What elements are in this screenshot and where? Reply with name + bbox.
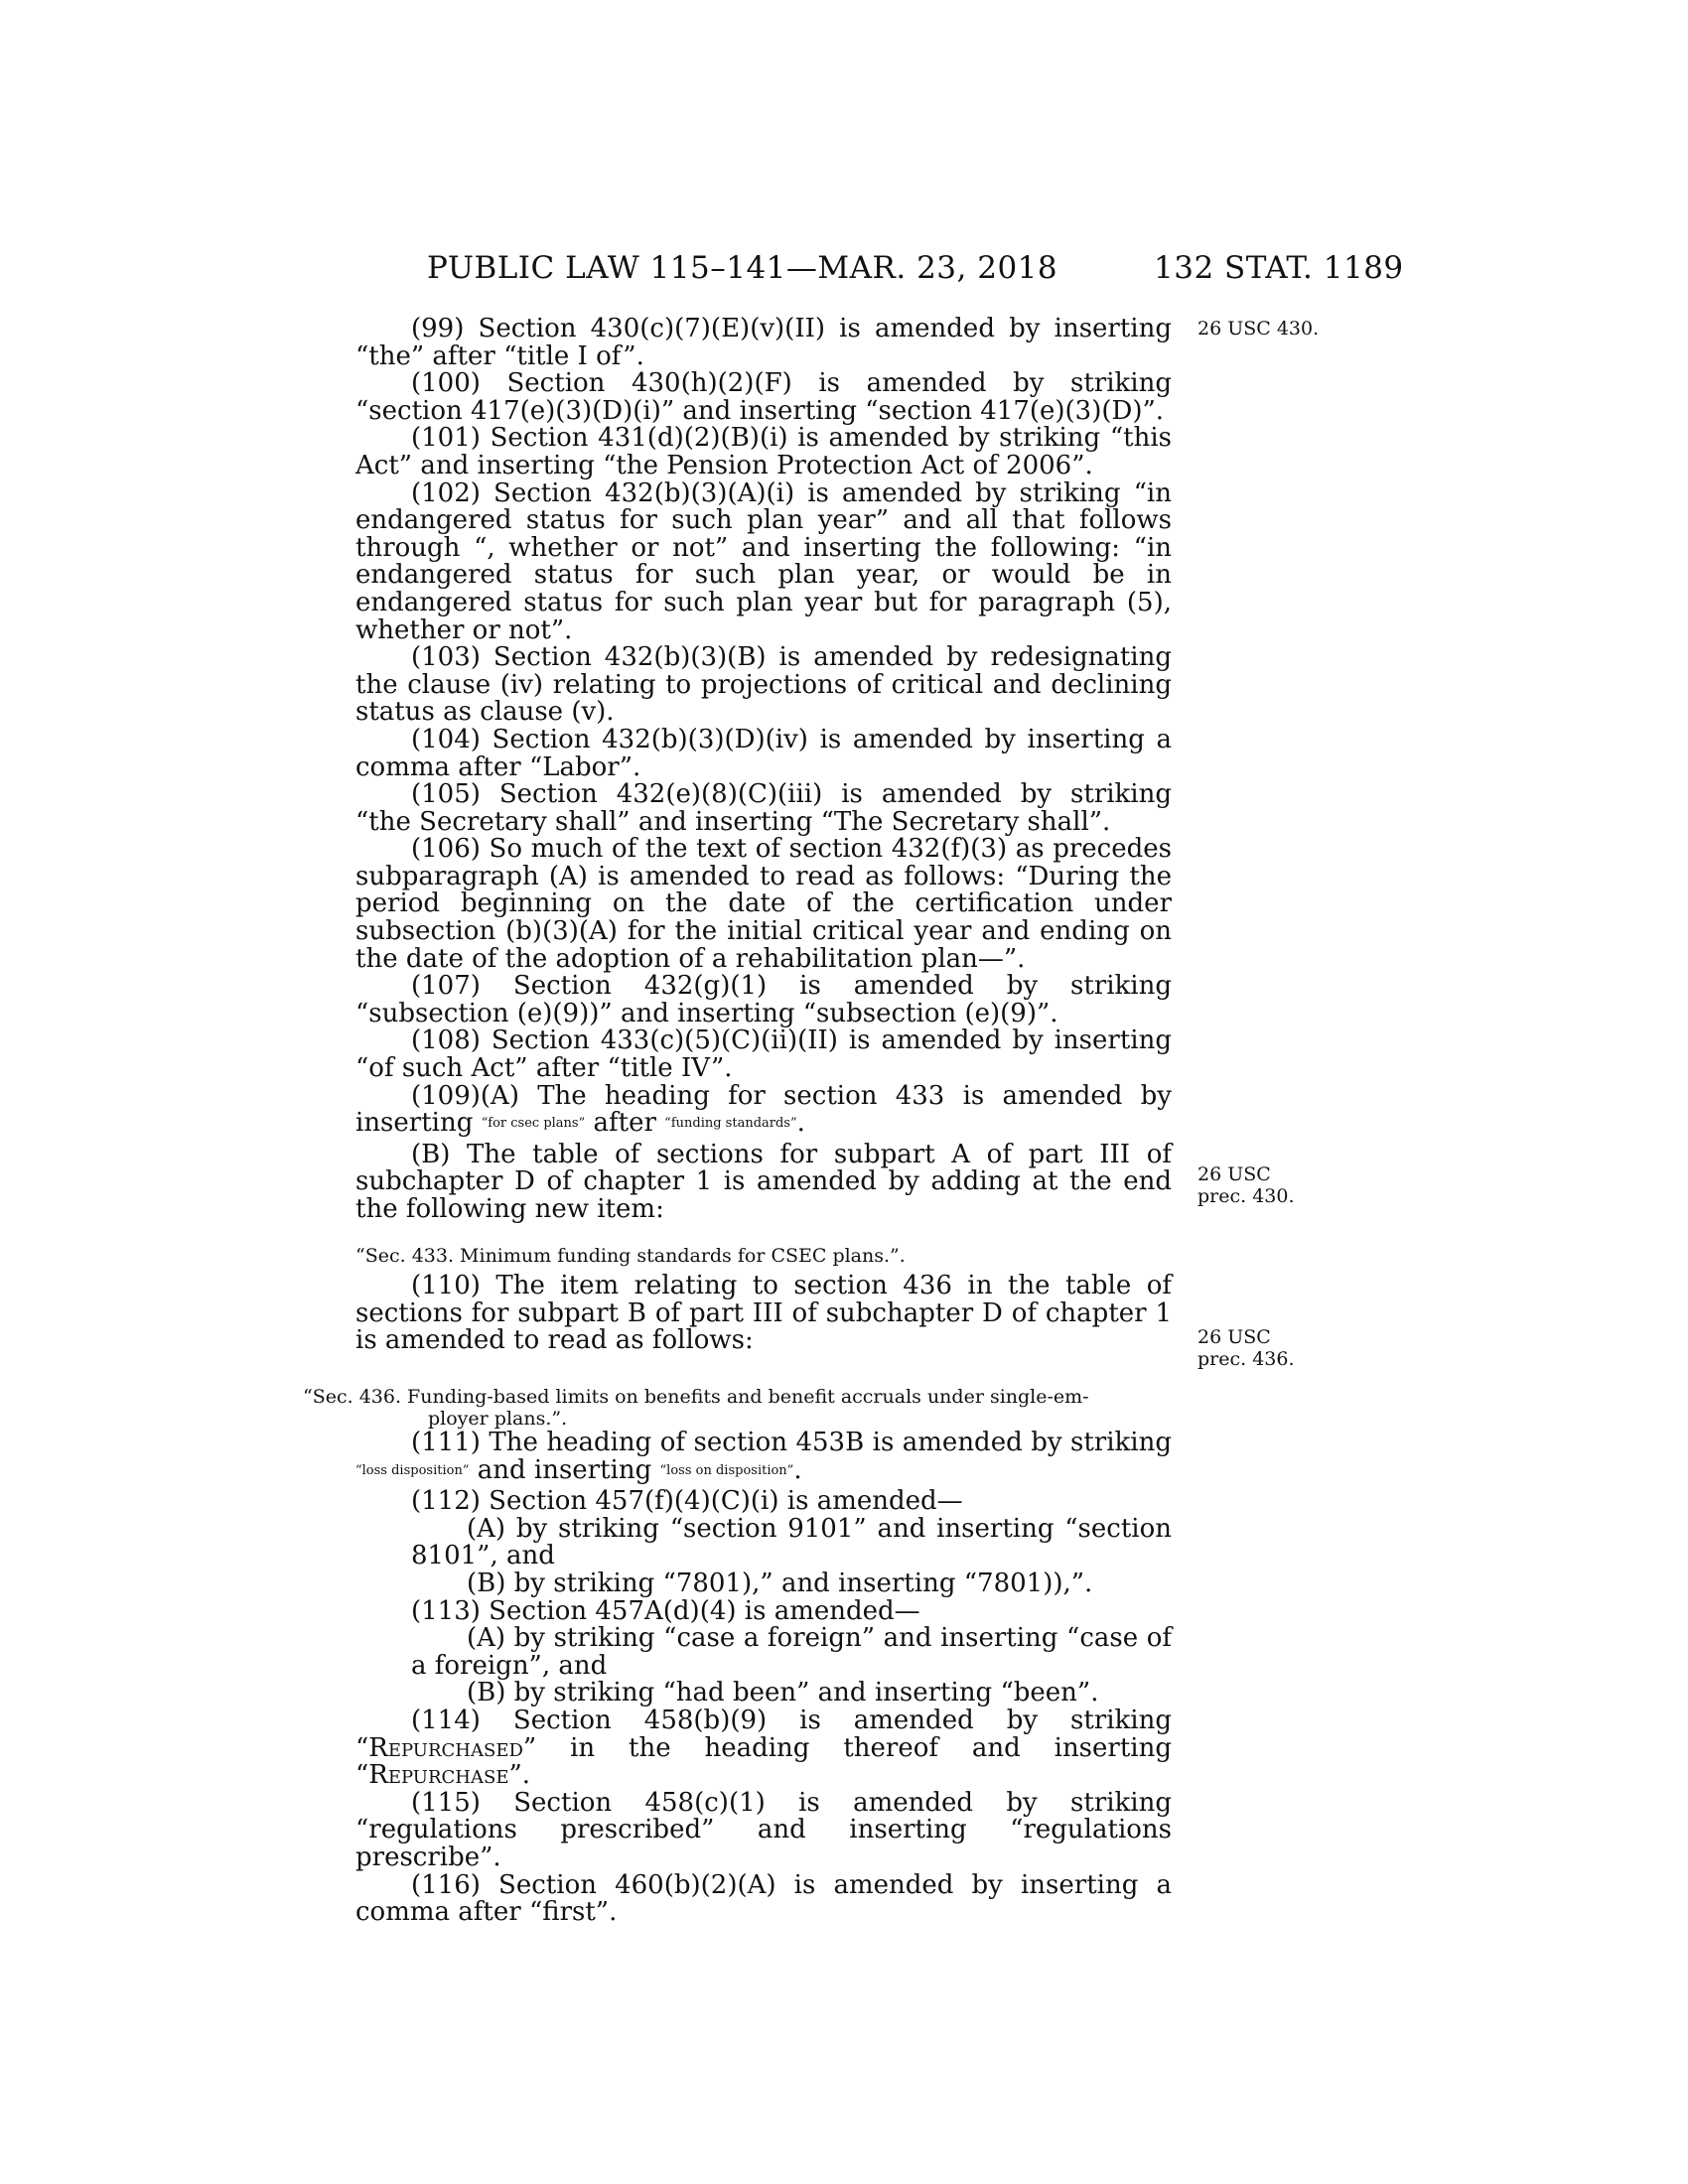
- paragraph-108: (108) Section 433(c)(5)(C)(ii)(II) is amended by inserting “of such Act” after “title IV”.: [355, 1025, 1172, 1084]
- body-block-bottom: [355, 1430, 1172, 1927]
- paragraph-112b: (B) by striking “7801),” and inserting “7801)),”.: [467, 1568, 1093, 1598]
- margin-note-prec436-l1: 26 USC: [1197, 1326, 1271, 1348]
- paragraph-102: (102) Section 432(b)(3)(A)(i) is amended by striking “in endangered status for such plan year” and all that follows through “, whether or not” and inserting the following: “in endangered status for such plan year, or would be in endangered status for such plan year but for paragraph (5), whether or not”.: [355, 478, 1172, 645]
- margin-note-prec430: [1197, 1163, 1295, 1207]
- paragraph-103: (103) Section 432(b)(3)(B) is amended by redesignating the clause (iv) relating to projections of critical and declining status as clause (v).: [355, 642, 1172, 728]
- quoted-heading-old: “funding standards”: [664, 1116, 797, 1132]
- paragraph-107: (107) Section 432(g)(1) is amended by striking “subsection (e)(9))” and inserting “subsection (e)(9)”.: [355, 971, 1172, 1028]
- paragraph-110: (110) The item relating to section 436 in the table of sections for subpart B of part III of subchapter D of chapter 1 is amended to read as follows:: [355, 1271, 1172, 1356]
- paragraph-114-text: (114) Section 458(b)(9) is amended by striking “: [355, 1705, 1172, 1763]
- paragraph-100: (100) Section 430(h)(2)(F) is amended by striking “section 417(e)(3)(D)(i)” and inserting “section 417(e)(3)(D)”.: [355, 368, 1172, 426]
- paragraph-113: (113) Section 457A(d)(4) is amended—: [411, 1595, 920, 1626]
- toc-item-436: [303, 1386, 1177, 1430]
- smallcaps-repurchase: Repurchase: [368, 1760, 509, 1791]
- paragraph-111: [355, 1430, 1172, 1488]
- margin-note-26usc430: 26 USC 430.: [1197, 318, 1320, 340]
- margin-note-prec436-l2: prec. 436.: [1197, 1348, 1295, 1370]
- paragraph-112: (112) Section 457(f)(4)(C)(i) is amended—: [411, 1486, 963, 1517]
- paragraph-114: [355, 1707, 1172, 1790]
- body-column-top: [355, 316, 1172, 1224]
- paragraph-113b: (B) by striking “had been” and inserting “been”.: [467, 1678, 1099, 1708]
- quoted-heading-new: “for csec plans”: [481, 1116, 586, 1132]
- paragraph-109a-after: after: [585, 1108, 665, 1139]
- paragraph-104: (104) Section 432(b)(3)(D)(iv) is amended by inserting a comma after “Labor”.: [355, 724, 1172, 782]
- paragraph-111-end: .: [793, 1454, 802, 1485]
- paragraph-111-text: (111) The heading of section 453B is amended by striking: [411, 1428, 1172, 1457]
- paragraph-109a: [355, 1080, 1172, 1142]
- header-page-number: 132 STAT. 1189: [1154, 250, 1404, 286]
- toc-item-436-line1: “Sec. 436. Funding-based limits on benefits and benefit accruals under single-em-: [303, 1386, 1089, 1408]
- toc-item-433: “Sec. 433. Minimum funding standards for CSEC plans.”.: [355, 1245, 906, 1267]
- paragraph-109a-end: .: [796, 1108, 805, 1139]
- header-title: PUBLIC LAW 115–141—MAR. 23, 2018: [427, 250, 1058, 286]
- quoted-loss-on-disposition: “loss on disposition”: [659, 1462, 794, 1478]
- paragraph-106: (106) So much of the text of section 432(f)(3) as precedes subparagraph (A) is amended to read as follows: “During the period beginning on the date of the certification under subsection (b)(3)(A) for the initial critical year and ending on the date of the adoption of a rehabilitation plan—”.: [355, 834, 1172, 974]
- margin-note-prec436: [1197, 1326, 1295, 1370]
- paragraph-114-mid: ” in the heading thereof and inserting “: [355, 1732, 1172, 1791]
- paragraph-105: (105) Section 432(e)(8)(C)(iii) is amended by striking “the Secretary shall” and inserting “The Secretary shall”.: [355, 779, 1172, 837]
- paragraph-111-mid: and inserting: [469, 1454, 660, 1485]
- margin-note-prec430-l1: 26 USC: [1197, 1163, 1271, 1185]
- toc-item-436-line2: ployer plans.”.: [428, 1408, 568, 1430]
- paragraph-116: (116) Section 460(b)(2)(A) is amended by inserting a comma after “first”.: [355, 1869, 1172, 1928]
- paragraph-109a-text: (109)(A) The heading for section 433 is amended by inserting: [355, 1080, 1172, 1139]
- margin-note-prec430-l2: prec. 430.: [1197, 1185, 1295, 1207]
- quoted-loss-disposition: “loss disposition”: [355, 1462, 470, 1478]
- paragraph-99: (99) Section 430(c)(7)(E)(v)(II) is amended by inserting “the” after “title I of”.: [355, 314, 1172, 371]
- paragraph-101: (101) Section 431(d)(2)(B)(i) is amended by striking “this Act” and inserting “the Pension Protection Act of 2006”.: [355, 423, 1172, 480]
- paragraph-112a: (A) by striking “section 9101” and inserting “section 8101”, and: [411, 1513, 1172, 1571]
- paragraph-114-end: ”.: [508, 1760, 531, 1791]
- paragraph-109b: (B) The table of sections for subpart A of part III of subchapter D of chapter 1 is amended by adding at the end the following new item:: [355, 1139, 1172, 1224]
- paragraph-113a: (A) by striking “case a foreign” and inserting “case of a foreign”, and: [411, 1623, 1172, 1681]
- body-block-110: [355, 1273, 1172, 1355]
- paragraph-115: (115) Section 458(c)(1) is amended by striking “regulations prescribed” and inserting “regulations prescribe”.: [355, 1787, 1172, 1872]
- page-header: [0, 250, 1688, 300]
- smallcaps-repurchased: Repurchased: [368, 1732, 523, 1763]
